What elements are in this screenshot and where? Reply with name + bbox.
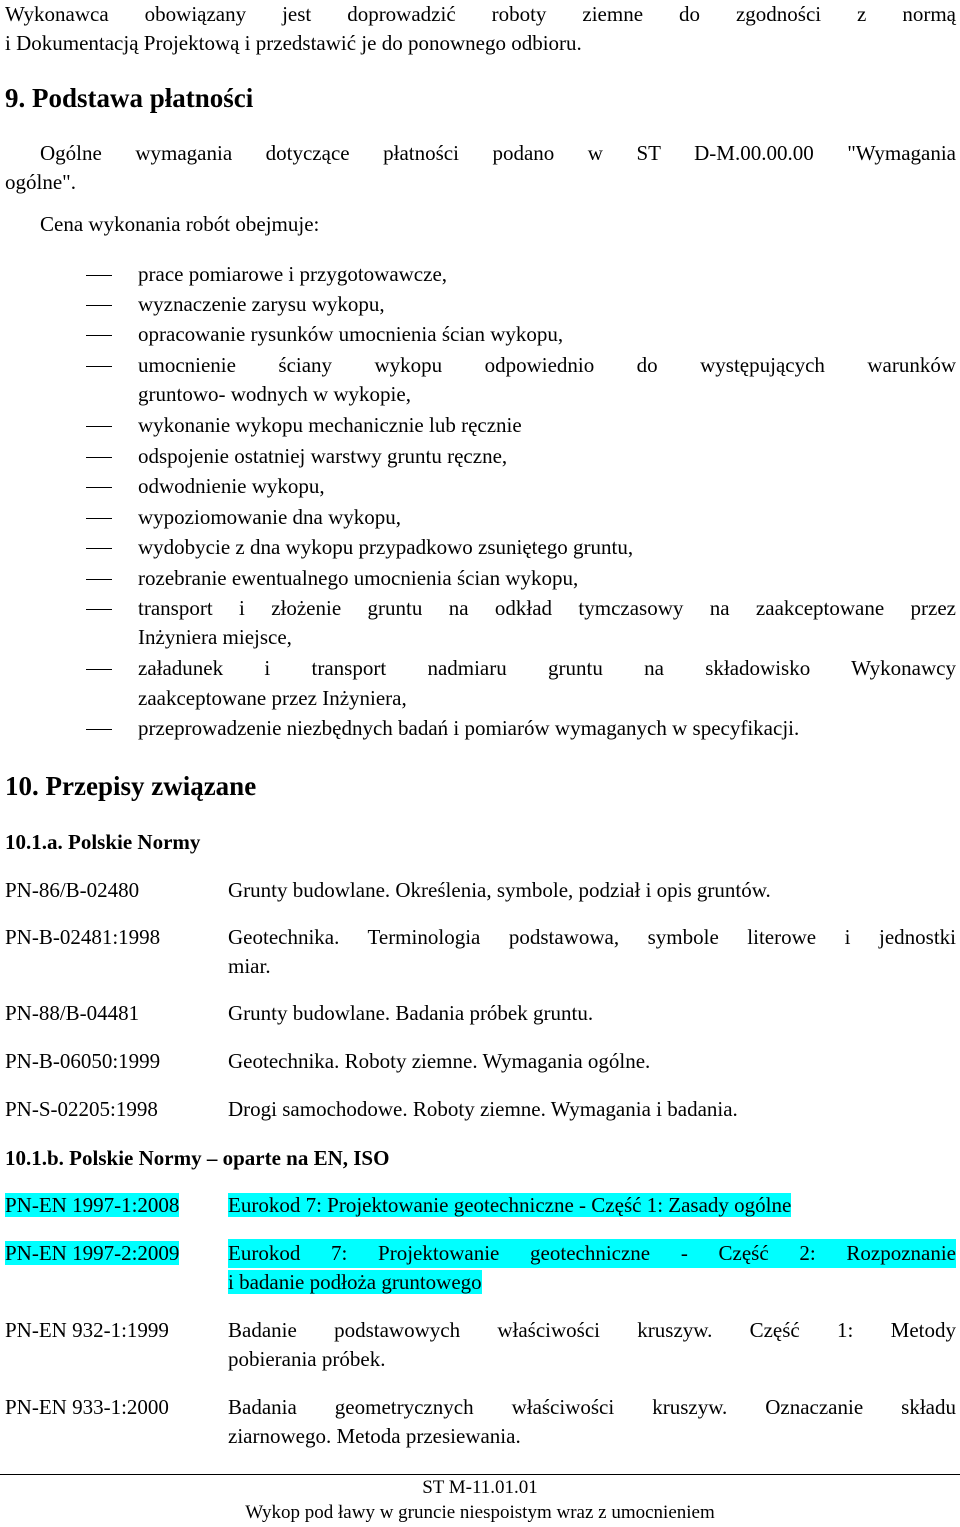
norm-code: PN-EN 933-1:2000 xyxy=(5,1395,169,1419)
section-9-para-2: Cena wykonania robót obejmuje: xyxy=(40,212,320,236)
list-dash xyxy=(86,305,112,306)
list-item: wyznaczenie zarysu wykopu, xyxy=(138,292,385,316)
section-9-para-1-line-2: ogólne". xyxy=(5,170,76,194)
norm-description-continuation: ziarnowego. Metoda przesiewania. xyxy=(228,1424,521,1448)
list-item: wydobycie z dna wykopu przypadkowo zsuniętego gruntu, xyxy=(138,535,634,559)
norm-code: PN-EN 1997-2:2009 xyxy=(5,1241,180,1265)
norm-code: PN-EN 932-1:1999 xyxy=(5,1318,169,1342)
norm-description-continuation: miar. xyxy=(228,954,271,978)
list-item: prace pomiarowe i przygotowawcze, xyxy=(138,262,448,286)
norm-description-continuation: pobierania próbek. xyxy=(228,1347,386,1371)
norm-description: Geotechnika. Terminologia podstawowa, symbole literowe i jednostki xyxy=(228,925,956,949)
norm-code: PN-88/B-04481 xyxy=(5,1001,140,1025)
list-dash xyxy=(86,669,112,670)
norm-description: Badanie podstawowych właściwości kruszyw. Część 1: Metody xyxy=(228,1318,956,1342)
list-dash xyxy=(86,366,112,367)
norm-description: Grunty budowlane. Badania próbek gruntu. xyxy=(228,1001,594,1025)
list-dash xyxy=(86,518,112,519)
list-item: wykonanie wykopu mechanicznie lub ręcznie xyxy=(138,413,522,437)
list-dash xyxy=(86,487,112,488)
section-9-para-1-line-1: Ogólne wymagania dotyczące płatności podano w ST D-M.00.00.00 "Wymagania xyxy=(40,141,956,165)
norm-description: Eurokod 7: Projektowanie geotechniczne - Część 2: Rozpoznanie xyxy=(228,1239,956,1268)
list-item: załadunek i transport nadmiaru gruntu na składowisko Wykonawcy xyxy=(138,656,956,680)
norm-description-continuation: i badanie podłoża gruntowego xyxy=(228,1270,482,1294)
list-item: transport i złożenie gruntu na odkład tymczasowy na zaakceptowane przez xyxy=(138,596,956,620)
list-item: umocnienie ściany wykopu odpowiednio do występujących warunków xyxy=(138,353,956,377)
list-dash xyxy=(86,548,112,549)
list-dash xyxy=(86,579,112,580)
list-item: wypoziomowanie dna wykopu, xyxy=(138,505,402,529)
norm-description: Eurokod 7: Projektowanie geotechniczne - Część 1: Zasady ogólne xyxy=(228,1193,792,1217)
norm-description: Grunty budowlane. Określenia, symbole, podział i opis gruntów. xyxy=(228,878,771,902)
footer-title: Wykop pod ławy w gruncie niespoistym wraz z umocnieniem xyxy=(245,1502,715,1523)
norm-description: Geotechnika. Roboty ziemne. Wymagania ogólne. xyxy=(228,1049,651,1073)
list-dash xyxy=(86,275,112,276)
list-item: rozebranie ewentualnego umocnienia ścian wykopu, xyxy=(138,566,579,590)
list-item: odwodnienie wykopu, xyxy=(138,474,325,498)
section-9-heading: 9. Podstawa płatności xyxy=(5,83,254,113)
subsection-10-1-a-heading: 10.1.a. Polskie Normy xyxy=(5,830,201,854)
footer-code: ST M-11.01.01 xyxy=(422,1477,538,1498)
list-dash xyxy=(86,729,112,730)
list-dash xyxy=(86,457,112,458)
list-item-continuation: zaakceptowane przez Inżyniera, xyxy=(138,686,407,710)
list-item: przeprowadzenie niezbędnych badań i pomiarów wymaganych w specyfikacji. xyxy=(138,716,800,740)
norm-description: Badania geometrycznych właściwości kruszyw. Oznaczanie składu xyxy=(228,1395,956,1419)
norm-code: PN-86/B-02480 xyxy=(5,878,140,902)
subsection-10-1-b-heading: 10.1.b. Polskie Normy – oparte na EN, ISO xyxy=(5,1146,390,1170)
list-item-continuation: Inżyniera miejsce, xyxy=(138,625,292,649)
intro-line-2: i Dokumentacją Projektową i przedstawić je do ponownego odbioru. xyxy=(5,31,582,55)
norm-code: PN-S-02205:1998 xyxy=(5,1097,158,1121)
norm-description: Drogi samochodowe. Roboty ziemne. Wymagania i badania. xyxy=(228,1097,738,1121)
list-dash xyxy=(86,335,112,336)
list-item: opracowanie rysunków umocnienia ścian wykopu, xyxy=(138,322,564,346)
list-dash xyxy=(86,426,112,427)
norm-code: PN-B-06050:1999 xyxy=(5,1049,161,1073)
intro-line-1: Wykonawca obowiązany jest doprowadzić roboty ziemne do zgodności z normą xyxy=(5,2,956,26)
list-dash xyxy=(86,609,112,610)
list-item: odspojenie ostatniej warstwy gruntu ręczne, xyxy=(138,444,508,468)
norm-code: PN-B-02481:1998 xyxy=(5,925,161,949)
section-10-heading: 10. Przepisy związane xyxy=(5,771,257,801)
norm-code: PN-EN 1997-1:2008 xyxy=(5,1193,180,1217)
list-item-continuation: gruntowo- wodnych w wykopie, xyxy=(138,382,411,406)
